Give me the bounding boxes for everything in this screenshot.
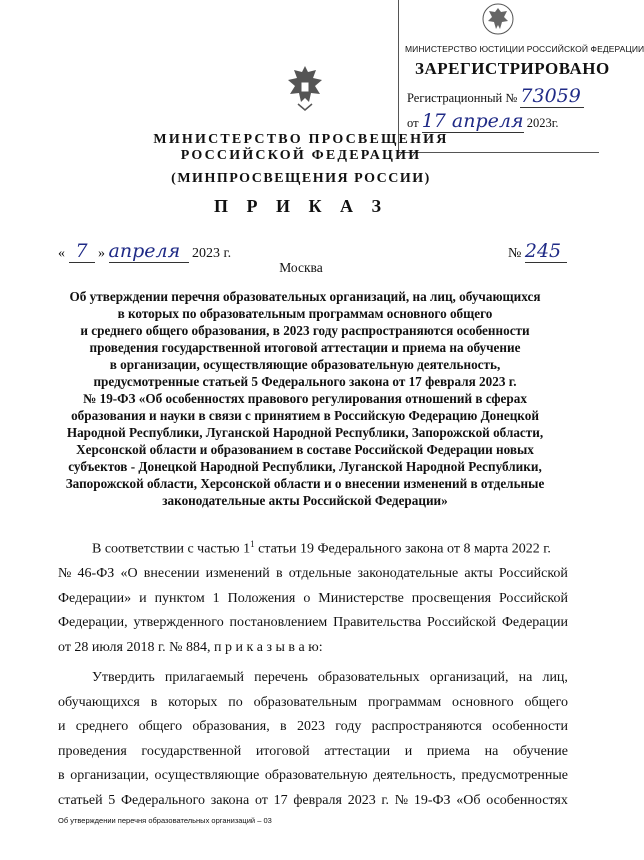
word: лиц, xyxy=(542,670,568,686)
word: Федерации xyxy=(501,615,568,631)
word: в xyxy=(275,566,283,582)
open-quote: « xyxy=(58,246,65,261)
title-line: Запорожской области, Херсонской области и о внесении изменений в отдельные xyxy=(65,476,545,491)
word: обучение xyxy=(512,743,568,759)
order-number-label: № xyxy=(508,246,522,261)
title-line: субъектов - Донецкой Народной Республики, Луганской Народной Республики, xyxy=(68,459,542,474)
stamp-date-year: 2023г. xyxy=(526,116,559,130)
word: Российской xyxy=(498,590,568,606)
word: на xyxy=(518,670,533,686)
word: акты xyxy=(464,566,493,582)
word: и xyxy=(58,719,66,735)
stamp-reg-number: 73059 xyxy=(520,85,584,108)
double-headed-eagle-icon xyxy=(284,62,326,114)
word: 19-ФЗ xyxy=(413,792,451,808)
order-body xyxy=(58,532,568,813)
word: в xyxy=(280,719,287,735)
word: осуществляющие xyxy=(154,768,260,784)
word: отдельные xyxy=(288,566,352,582)
body-text xyxy=(92,532,551,562)
word: общего xyxy=(138,719,183,735)
title-line: № 19-ФЗ «Об особенностях правового регулирования отношений в сферах xyxy=(83,391,527,406)
word: закона xyxy=(210,792,250,808)
title-line: в организации, осуществляющие образовательную деятельность, xyxy=(109,357,501,372)
word: № xyxy=(394,792,409,808)
word: 46-ФЗ xyxy=(77,566,115,582)
word: в xyxy=(150,694,158,710)
coat-of-arms-icon xyxy=(481,2,515,36)
word: особенностях xyxy=(486,792,568,808)
word: основного xyxy=(452,694,514,710)
stamp-date-line xyxy=(407,110,559,133)
word: прилагаемый xyxy=(164,670,244,686)
word: и xyxy=(404,743,413,759)
word: образования, xyxy=(192,719,270,735)
word: утвержденного xyxy=(133,615,224,631)
word: перечень xyxy=(254,670,308,686)
word: которых xyxy=(168,694,218,710)
word: программам xyxy=(368,694,442,710)
document-type: П Р И К А З xyxy=(213,196,389,216)
stamp-reg-label: Регистрационный № xyxy=(407,91,518,105)
word: Федерации, xyxy=(58,615,128,631)
word: пунктом xyxy=(154,590,205,606)
word: и xyxy=(139,590,147,606)
word: «О xyxy=(120,566,138,582)
word: Федерации» xyxy=(58,590,132,606)
title-line: проведения государственной итоговой аттестации и приема на обучение xyxy=(89,340,521,355)
word: приема xyxy=(426,743,470,759)
ministry-name-line1: МИНИСТЕРСТВО ПРОСВЕЩЕНИЯ xyxy=(153,132,449,147)
title-line: и среднего общего образования, в 2023 году распространяются особенности xyxy=(80,323,530,338)
word: обучающихся xyxy=(58,694,140,710)
word: Положения xyxy=(227,590,296,606)
word: Российской xyxy=(427,615,497,631)
word: законодательные xyxy=(357,566,459,582)
word: от xyxy=(254,792,268,808)
title-line: Херсонской области и образованием в составе Российской Федерации новых xyxy=(76,442,534,457)
word: № xyxy=(58,566,72,582)
body-line xyxy=(58,562,568,587)
word: организаций, xyxy=(429,670,509,686)
body-line xyxy=(58,715,568,740)
word: Федерального xyxy=(120,792,206,808)
order-city: Москва xyxy=(279,260,323,275)
word: 5 xyxy=(108,792,116,808)
word: предусмотренные xyxy=(461,768,568,784)
word: по xyxy=(228,694,243,710)
body-text-part: статьи 19 Федерального закона от 8 марта 2022 г. xyxy=(254,541,551,557)
word: Правительства xyxy=(333,615,422,631)
word: особенности xyxy=(492,719,568,735)
word: 2023 xyxy=(347,792,376,808)
word: среднего xyxy=(75,719,129,735)
ministry-short-name: (МИНПРОСВЕЩЕНИЯ РОССИИ) xyxy=(171,171,431,186)
word: образовательных xyxy=(317,670,420,686)
stamp-ministry: МИНИСТЕРСТВО ЮСТИЦИИ РОССИЙСКОЙ ФЕДЕРАЦИИ xyxy=(405,44,644,54)
stamp-registered: ЗАРЕГИСТРИРОВАНО xyxy=(415,59,610,78)
body-line xyxy=(58,666,568,691)
title-line: Народной Республики, Луганской Народной Республики, Запорожской области, xyxy=(66,425,544,440)
body-text-part: В соответствии с частью 1 xyxy=(92,541,251,557)
word: «Об xyxy=(456,792,481,808)
body-line xyxy=(58,789,568,814)
order-day: 7 xyxy=(69,240,95,263)
word: февраля xyxy=(293,792,342,808)
word: году xyxy=(335,719,362,735)
body-line xyxy=(58,532,568,562)
order-year: 2023 г. xyxy=(192,246,232,261)
close-quote: » xyxy=(98,246,105,261)
title-line: законодательные акты Российской Федерации» xyxy=(162,493,448,508)
word: изменений xyxy=(205,566,270,582)
word: просвещения xyxy=(411,590,492,606)
title-line: образования и науки в связи с принятием в Российскую Федерацию Донецкой xyxy=(71,408,539,423)
body-line xyxy=(58,587,568,612)
word: образовательным xyxy=(253,694,358,710)
body-line xyxy=(58,611,568,636)
word: государственной xyxy=(141,743,242,759)
word: распространяются xyxy=(371,719,482,735)
order-month: апреля xyxy=(109,240,189,263)
ministry-name-line2: РОССИЙСКОЙ ФЕДЕРАЦИИ xyxy=(180,148,422,163)
page-footer: Об утверждении перечня образовательных организаций – 03 xyxy=(58,816,272,825)
word: Министерстве xyxy=(318,590,404,606)
word: на xyxy=(484,743,499,759)
word: статьей xyxy=(58,792,103,808)
body-line: от 28 июля 2018 г. № 884, п р и к а з ы в а ю: xyxy=(58,639,323,655)
word: итоговой xyxy=(255,743,310,759)
word: организации, xyxy=(70,768,149,784)
word: 1 xyxy=(212,590,220,606)
body-line xyxy=(58,764,568,789)
word: в xyxy=(58,768,65,784)
order-number-value: 245 xyxy=(525,240,567,263)
word: деятельность, xyxy=(373,768,456,784)
stamp-date-handwritten: 17 апреля xyxy=(421,110,524,132)
word: 17 xyxy=(273,792,288,808)
body-line xyxy=(58,691,568,716)
stamp-date-prefix: от xyxy=(407,116,419,130)
title-line: в которых по образовательным программам основного общего xyxy=(117,306,493,321)
word: 2023 xyxy=(296,719,325,735)
word: о xyxy=(303,590,311,606)
title-line: Об утверждении перечня образовательных организаций, на лиц, обучающихся xyxy=(69,289,541,304)
superscript: 1 xyxy=(250,539,255,549)
word: образовательную xyxy=(264,768,368,784)
body-line xyxy=(58,740,568,765)
word: проведения xyxy=(58,743,127,759)
word: внесении xyxy=(143,566,200,582)
word: аттестации xyxy=(324,743,391,759)
word: постановлением xyxy=(229,615,328,631)
order-title xyxy=(40,288,570,509)
word: Утвердить xyxy=(92,670,155,686)
word: Российской xyxy=(498,566,568,582)
word: г. xyxy=(381,792,390,808)
stamp-reg-number-line xyxy=(407,85,584,108)
word: общего xyxy=(524,694,568,710)
registration-stamp xyxy=(398,0,644,153)
title-line: предусмотренные статьей 5 Федерального закона от 17 февраля 2023 г. xyxy=(93,374,517,389)
